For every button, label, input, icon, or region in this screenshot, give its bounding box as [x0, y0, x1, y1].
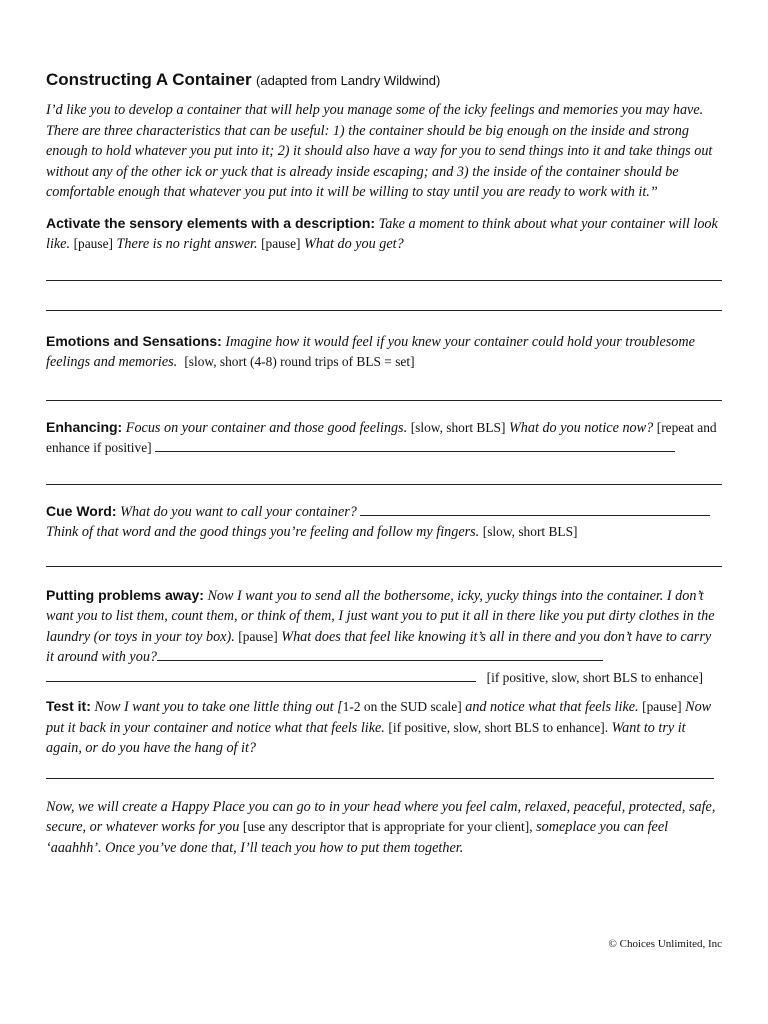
page-subtitle: (adapted from Landry Wildwind) — [256, 73, 441, 88]
putting-heading: Putting problems away: — [46, 586, 204, 603]
putting-text-1: Now I want you to send all the bothersome, icky, yucky things into the container. I don’t want you to list them, count them, or think of them, I just want you to put it all in there like you put dirty clothes in the laundry (or toys in your toy box). — [46, 587, 715, 645]
section-emotions — [46, 331, 722, 405]
cue-text-2: Think of that word and the good things you’re feeling and follow my fingers. — [46, 524, 480, 540]
emotions-answer-line[interactable] — [46, 373, 722, 405]
putting-note-1: [pause] — [238, 628, 278, 644]
closing-text-1: Now, we will create a Happy Place you can go to in your head where you feel calm, relaxed, peaceful, protected, safe, secure, or whatever works for you — [46, 798, 716, 835]
putting-answer-line[interactable] — [46, 680, 476, 682]
section-activate — [46, 213, 722, 315]
worksheet-content — [46, 70, 722, 858]
test-note-2: [pause] — [642, 699, 682, 714]
cue-text-1: What do you want to call your container? — [120, 503, 357, 520]
test-text-4: Want to try it again, or do you have the hang of it? — [46, 719, 686, 756]
intro-paragraph: I’d like you to develop a container that will help you manage some of the icky feelings and memories you may have. There are three characteristics that can be useful: 1) the container should be big enough on the inside and strong enough to hold whatever you put into it; 2) it should also have a way for you to send things into it and take things out without any of the other ick or yuck that is already inside escaping; and 3) the inside of the container should be comfortable enough that whatever you put into it will be willing to stay until you are ready to work with it.” — [46, 102, 713, 200]
enhancing-note-1: [slow, short BLS] — [410, 419, 506, 435]
section-putting-problems-away — [46, 585, 722, 689]
activate-heading: Activate the sensory elements with a description: — [46, 214, 376, 231]
closing-text-2: someplace you can feel ‘aaahhh’. Once you’ve done that, I’ll teach you how to put them together. — [46, 819, 669, 856]
closing-paragraph — [46, 797, 722, 859]
activate-text-1: Take a moment to think about what your container will look like. — [46, 215, 718, 252]
test-text-1: Now I want you to take one little thing out [ — [94, 699, 343, 715]
closing-note-1: [use any descriptor that is appropriate for your client], — [242, 819, 533, 834]
title-row — [46, 70, 722, 90]
activate-answer-line-1[interactable] — [46, 255, 722, 285]
copyright-footer: © Choices Unlimited, Inc — [608, 938, 722, 950]
emotions-heading: Emotions and Sensations: — [46, 332, 222, 349]
activate-answer-line-2[interactable] — [46, 285, 722, 315]
cue-note-1: [slow, short BLS] — [482, 524, 578, 539]
activate-text-2: There is no right answer. — [116, 236, 258, 252]
test-heading: Test it: — [46, 698, 91, 714]
enhancing-heading: Enhancing: — [46, 418, 123, 435]
page-title: Constructing A Container — [46, 70, 252, 89]
cue-heading: Cue Word: — [46, 502, 117, 519]
cue-answer-line[interactable] — [46, 543, 722, 571]
test-text-3: Now put it back in your container and notice what that feels like. — [46, 699, 712, 736]
test-text-2: and notice what that feels like. — [465, 699, 639, 715]
test-note-3: [if positive, slow, short BLS to enhance]. — [388, 719, 609, 735]
activate-text-3: What do you get? — [304, 236, 404, 252]
section-test-it — [46, 696, 722, 783]
putting-paragraph — [46, 585, 722, 689]
section-closing — [46, 797, 722, 859]
enhancing-answer-line[interactable] — [46, 459, 722, 489]
cue-word-answer-line[interactable] — [360, 514, 710, 516]
cue-paragraph — [46, 501, 722, 543]
putting-inline-answer-line[interactable] — [157, 659, 603, 661]
enhancing-text-1: Focus on your container and those good feelings. — [125, 419, 408, 436]
test-note-1: 1-2 on the SUD scale] — [342, 699, 462, 714]
emotions-text-1: Imagine how it would feel if you knew your container could hold your troublesome feelings and memories. — [46, 333, 695, 370]
putting-note-2: [if positive, slow, short BLS to enhance] — [486, 669, 703, 685]
enhancing-paragraph — [46, 417, 722, 459]
activate-note-2: [pause] — [261, 236, 301, 251]
emotions-note-1: [slow, short (4-8) round trips of BLS = set] — [184, 354, 415, 369]
activate-note-1: [pause] — [73, 236, 113, 251]
putting-text-2: What does that feel like knowing it’s all in there and you don’t have to carry it around with you? — [46, 628, 712, 665]
emotions-paragraph — [46, 331, 722, 373]
enhancing-inline-answer-line[interactable] — [155, 450, 675, 452]
enhancing-text-2: What do you notice now? — [508, 419, 654, 436]
test-answer-line[interactable] — [46, 759, 714, 783]
activate-paragraph — [46, 213, 722, 255]
test-paragraph — [46, 696, 722, 759]
section-cue-word — [46, 501, 722, 571]
section-enhancing — [46, 417, 722, 489]
enhancing-note-2: [repeat and enhance if positive] — [46, 419, 717, 455]
